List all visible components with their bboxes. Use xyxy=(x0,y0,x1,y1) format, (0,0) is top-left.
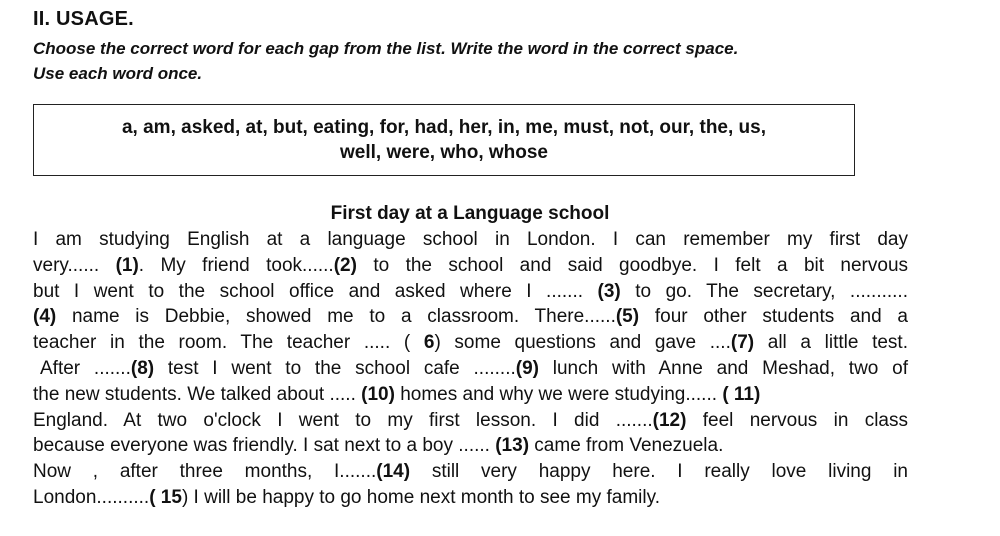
passage-text-segment: lunch with Anne and Meshad, two of xyxy=(538,357,908,379)
passage-text-segment: the new students. We talked about ..... xyxy=(33,383,362,405)
passage-line xyxy=(33,433,908,459)
section-title: II. USAGE. xyxy=(33,8,134,30)
passage-text-segment: very...... xyxy=(33,254,116,276)
gap-number: (14) xyxy=(376,461,411,483)
word-list xyxy=(54,115,834,165)
word-list-line-1: a, am, asked, at, but, eating, for, had, her, in, me, must, not, our, the, us, xyxy=(121,117,766,138)
passage-text-segment: I am studying English at a language school in London. I can remember my first day xyxy=(33,229,908,250)
gap-number: (4) xyxy=(33,306,57,328)
passage-line xyxy=(33,330,908,356)
passage-text-segment: because everyone was friendly. I sat next to a boy ...... xyxy=(33,435,496,457)
instructions xyxy=(33,36,933,86)
passage-line xyxy=(33,382,908,408)
passage-line xyxy=(33,356,908,382)
passage-line xyxy=(33,227,908,253)
word-list-box xyxy=(33,104,855,176)
passage-text-segment: teacher in the room. The teacher ..... ( xyxy=(33,332,424,354)
gap-number: (12) xyxy=(652,409,687,431)
gap-number: (10) xyxy=(361,383,395,405)
passage-text-segment: but I went to the school office and asked where I ....... xyxy=(33,280,598,302)
passage-text-segment: came from Venezuela. xyxy=(529,435,724,457)
gap-number: (9) xyxy=(515,357,539,379)
passage-text-segment: to the school and said goodbye. I felt a bit nervous xyxy=(356,254,909,276)
passage-text-segment: test I went to the school cafe ........ xyxy=(154,357,516,379)
passage-text xyxy=(33,227,908,511)
passage-title: First day at a Language school xyxy=(330,203,610,224)
instructions-line-1: Choose the correct word for each gap from the list. Write the word in the correct space. xyxy=(33,39,739,58)
passage-line xyxy=(33,408,908,434)
passage-text-segment: ) some questions and gave .... xyxy=(434,332,731,354)
passage-text-segment: still very happy here. I really love living in xyxy=(410,461,908,483)
gap-number: (5) xyxy=(615,306,640,328)
passage-text-segment: England. At two o'clock I went to my first lesson. I did ....... xyxy=(33,409,653,431)
gap-number: (2) xyxy=(333,254,357,276)
gap-number: (3) xyxy=(597,280,621,302)
passage-text-segment: four other students and a xyxy=(639,306,908,328)
word-list-line-2: well, were, who, whose xyxy=(340,142,548,163)
passage-text-segment: ) I will be happy to go home next month to see my family. xyxy=(181,486,660,508)
passage-line xyxy=(33,253,908,279)
passage-line xyxy=(33,485,908,511)
gap-number: (8) xyxy=(130,357,155,379)
gap-number: ( 11) xyxy=(722,383,761,405)
gap-number: 6 xyxy=(423,332,435,354)
passage-text-segment: After ....... xyxy=(40,357,131,379)
passage-text-segment: homes and why we were studying...... xyxy=(394,383,723,405)
passage-text-segment: feel nervous in class xyxy=(686,409,908,431)
passage-text-segment: to go. The secretary, ........... xyxy=(620,280,908,302)
instructions-line-2: Use each word once. xyxy=(33,64,203,83)
gap-number: (13) xyxy=(495,435,530,457)
passage-text-segment: . My friend took...... xyxy=(138,254,334,276)
passage-line xyxy=(33,279,908,305)
gap-number: (7) xyxy=(730,332,755,354)
gap-number: ( 15 xyxy=(149,486,182,508)
passage-text-segment: Now , after three months, I....... xyxy=(33,461,377,483)
passage-text-segment: name is Debbie, showed me to a classroom. There...... xyxy=(56,306,616,328)
passage-text-segment: London.......... xyxy=(33,486,150,508)
passage-text-segment: all a little test. xyxy=(754,332,908,354)
passage-line xyxy=(33,304,908,330)
passage-line xyxy=(33,459,908,485)
gap-number: (1) xyxy=(115,254,139,276)
